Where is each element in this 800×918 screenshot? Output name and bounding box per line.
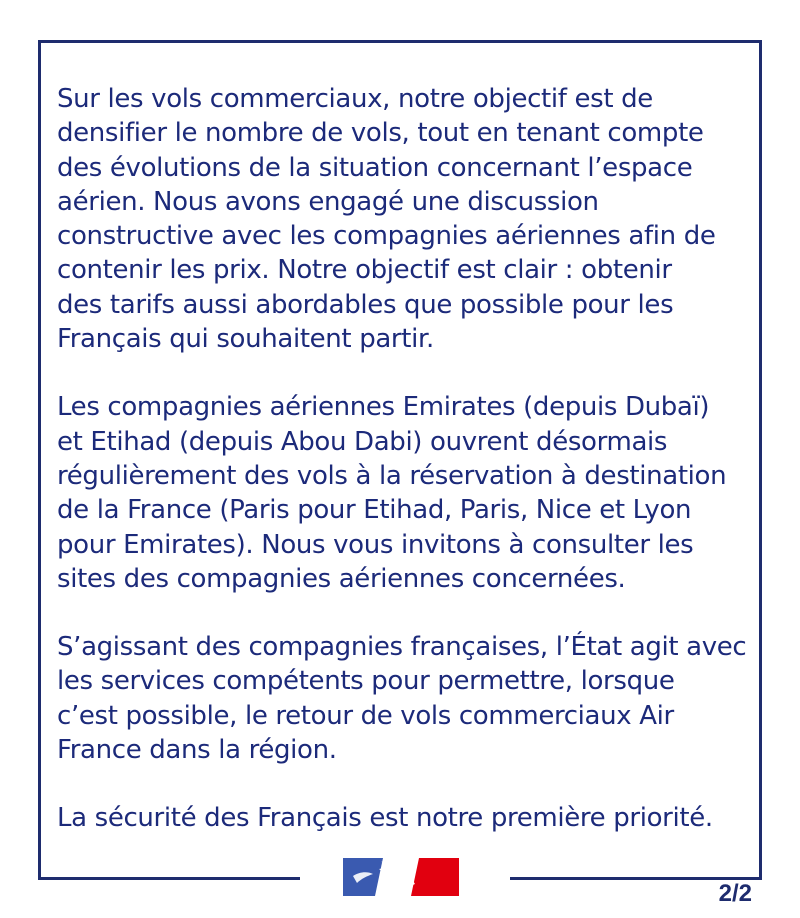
page-number: 2/2	[718, 880, 752, 907]
paragraph-french-airlines: S’agissant des compagnies françaises, l’État agit avec les services compétents pour permettre, lorsque c’est possible, le retour de vols commerciaux Air France dans la région.	[57, 632, 747, 766]
paragraph-airlines: Les compagnies aériennes Emirates (depuis Dubaï) et Etihad (depuis Abou Dabi) ouvrent désormais régulièrement des vols à la réservation à destination de la France (Paris pour Etihad, Paris, Nice et Lyon pour Emirates). Nous vous invitons à consulter les sites des compagnies aériennes concernées.	[57, 392, 727, 594]
marianne-flag-icon	[341, 854, 461, 900]
frame-bottom-line-left	[38, 877, 300, 880]
document-body	[57, 82, 757, 870]
paragraph-commercial-flights: Sur les vols commerciaux, notre objectif est de densifier le nombre de vols, tout en tenant compte des évolutions de la situation concernant l’espace aérien. Nous avons engagé une discussion constructive avec les compagnies aériennes afin de contenir les prix. Notre objectif est clair : obtenir des tarifs aussi abordables que possible pour les Français qui souhaitent partir.	[57, 84, 716, 355]
paragraph-security: La sécurité des Français est notre première priorité.	[57, 803, 713, 834]
